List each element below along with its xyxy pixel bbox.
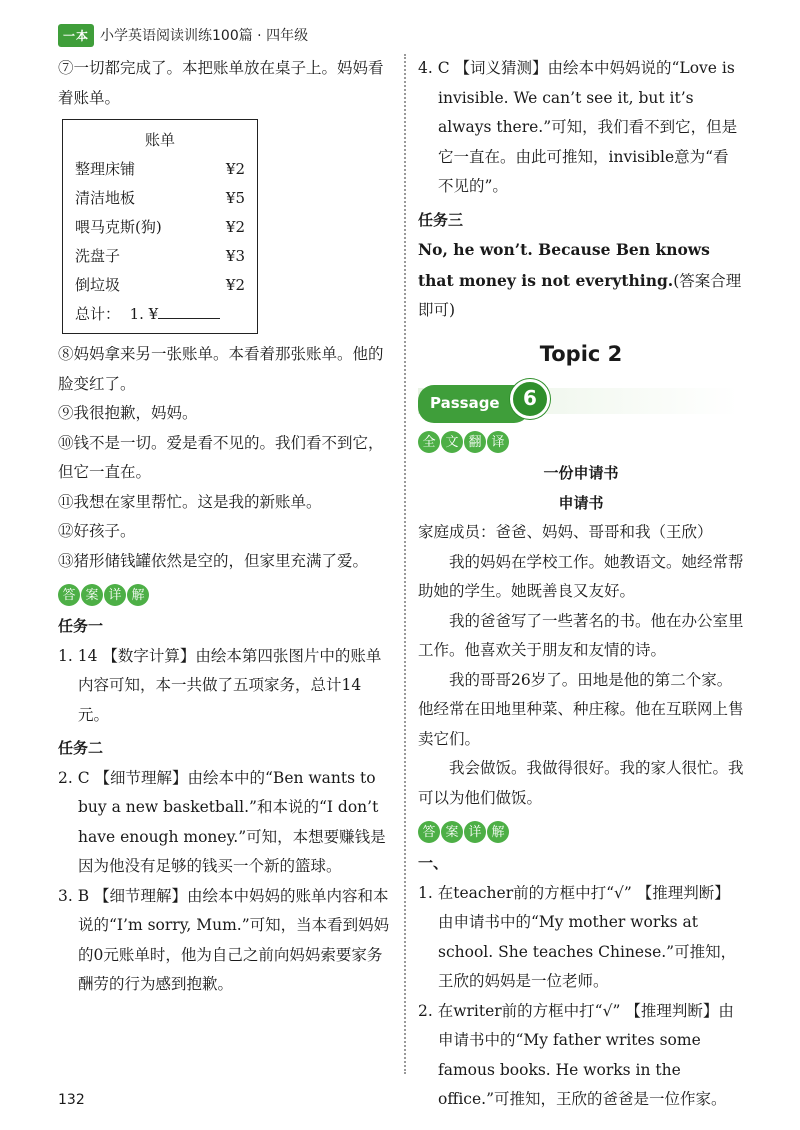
brand-logo: 一本 <box>58 24 94 47</box>
badge-char: 答 <box>58 584 80 606</box>
bill-price: ¥2 <box>225 276 245 294</box>
passage-label: Passage <box>418 385 530 423</box>
bill-table <box>62 119 258 334</box>
badge-char: 文 <box>441 431 463 453</box>
task-3-answer <box>418 235 744 326</box>
bill-item: 倒垃圾 <box>75 276 121 294</box>
translation-paragraph-1: 我的妈妈在学校工作。她教语文。她经常帮助她的学生。她既善良又友好。 <box>418 552 744 600</box>
paragraph-10: ⑩钱不是一切。爱是看不见的。我们看不到它，但它一直在。 <box>58 433 384 481</box>
column-divider <box>404 54 406 1074</box>
bill-item: 洗盘子 <box>75 247 121 265</box>
bill-price: ¥5 <box>225 189 245 207</box>
answer-item-3: 3. B 【细节理解】由绘本中妈妈的账单内容和本说的“I’m sorry, Mum.”可知，当本看到妈妈的0元账单时，他为自己之前向妈妈索要家务酬劳的行为感到抱歉。 <box>58 886 390 993</box>
translation-paragraph-3: 我的哥哥26岁了。田地是他的第二个家。他经常在田地里种菜、种庄稼。他在互联网上售卖它们。 <box>418 670 744 748</box>
answer-item-4: 4. C 【词义猜测】由绘本中妈妈说的“Love is invisible. We can’t see it, but it’s always there.”可知，我们看不到它，但是它一直在。由此可推知，invisible意为“看不见的”。 <box>418 59 738 195</box>
answer-item-2: 2. C 【细节理解】由绘本中的“Ben wants to buy a new basketball.”和本说的“I don’t have enough money.”可知，本想要赚钱是因为他没有足够的钱买一个新的篮球。 <box>58 768 386 875</box>
page-number: 132 <box>58 1092 85 1108</box>
bill-title: 账单 <box>144 131 175 149</box>
paragraph-12: ⑫好孩子。 <box>58 522 136 540</box>
answer-item-1: 1. 在teacher前的方框中打“√” 【推理判断】由申请书中的“My mother works at school. She teaches Chinese.”可推知，王欣的妈妈是一位老师。 <box>418 883 737 990</box>
book-title: 小学英语阅读训练100篇 · 四年级 <box>100 28 309 44</box>
bill-total-label: 总计： <box>75 305 121 323</box>
translation-paragraph-4: 我会做饭。我做得很好。我的家人很忙。我可以为他们做饭。 <box>418 759 744 807</box>
left-column <box>58 54 390 1000</box>
bill-price: ¥2 <box>225 218 245 236</box>
badge-char: 翻 <box>464 431 486 453</box>
task-3-heading: 任务三 <box>418 210 464 229</box>
answer-item-1: 1. 14 【数字计算】由绘本第四张图片中的账单内容可知，本一共做了五项家务，总计14元。 <box>58 646 382 724</box>
task-3-note: (答案合理即可) <box>418 271 742 319</box>
bill-row <box>75 213 245 242</box>
paragraph-11: ⑪我想在家里帮忙。这是我的新账单。 <box>58 492 322 511</box>
badge-char: 译 <box>487 431 509 453</box>
bill-total <box>75 300 245 329</box>
paragraph-13: ⑬猪形储钱罐依然是空的，但家里充满了爱。 <box>58 551 369 570</box>
badge-char: 答 <box>418 821 440 843</box>
answer-blank <box>158 302 220 319</box>
bill-row <box>75 242 245 271</box>
badge-char: 解 <box>127 584 149 606</box>
task-3-answer-text: No, he won’t. Because Ben knows that money is not everything. <box>418 240 710 290</box>
paragraph-8: ⑧妈妈拿来另一张账单。本看着那张账单。他的脸变红了。 <box>58 345 384 393</box>
bill-price: ¥3 <box>225 247 245 265</box>
bill-price: ¥2 <box>225 160 245 178</box>
translation-paragraph-2: 我的爸爸写了一些著名的书。他在办公室里工作。他喜欢关于朋友和友情的诗。 <box>418 611 744 659</box>
page-header <box>58 22 308 48</box>
bill-row <box>75 155 245 184</box>
paragraph-9: ⑨我很抱歉，妈妈。 <box>58 404 198 422</box>
passage-banner <box>418 379 744 421</box>
task-1-heading: 任务一 <box>58 617 104 635</box>
translation-title: 一份申请书 <box>543 464 619 482</box>
translation-subtitle: 申请书 <box>558 493 604 512</box>
badge-char: 案 <box>81 584 103 606</box>
section-heading: 一、 <box>418 854 449 872</box>
family-members: 家庭成员：爸爸、妈妈、哥哥和我（王欣） <box>418 523 713 541</box>
badge-char: 详 <box>104 584 126 606</box>
bill-item: 清洁地板 <box>75 189 136 207</box>
passage-number: 6 <box>510 379 550 419</box>
bill-item: 整理床铺 <box>75 160 136 178</box>
topic-heading: Topic 2 <box>539 341 623 366</box>
answer-explanation-badge <box>418 821 744 843</box>
paragraph-7: ⑦一切都完成了。本把账单放在桌子上。妈妈看着账单。 <box>58 59 384 107</box>
task-2-heading: 任务二 <box>58 739 104 757</box>
bill-item: 喂马克斯(狗) <box>75 218 162 236</box>
answer-explanation-badge <box>58 584 390 606</box>
right-column <box>418 54 744 1115</box>
badge-char: 解 <box>487 821 509 843</box>
badge-char: 全 <box>418 431 440 453</box>
bill-total-value: 1. ¥ <box>129 305 159 323</box>
bill-row <box>75 271 245 300</box>
bill-row <box>75 184 245 213</box>
badge-char: 详 <box>464 821 486 843</box>
translation-badge <box>418 431 744 453</box>
badge-char: 案 <box>441 821 463 843</box>
answer-item-2: 2. 在writer前的方框中打“√” 【推理判断】由申请书中的“My father writes some famous books. He works in the office.”可推知，王欣的爸爸是一位作家。 <box>418 1001 734 1108</box>
